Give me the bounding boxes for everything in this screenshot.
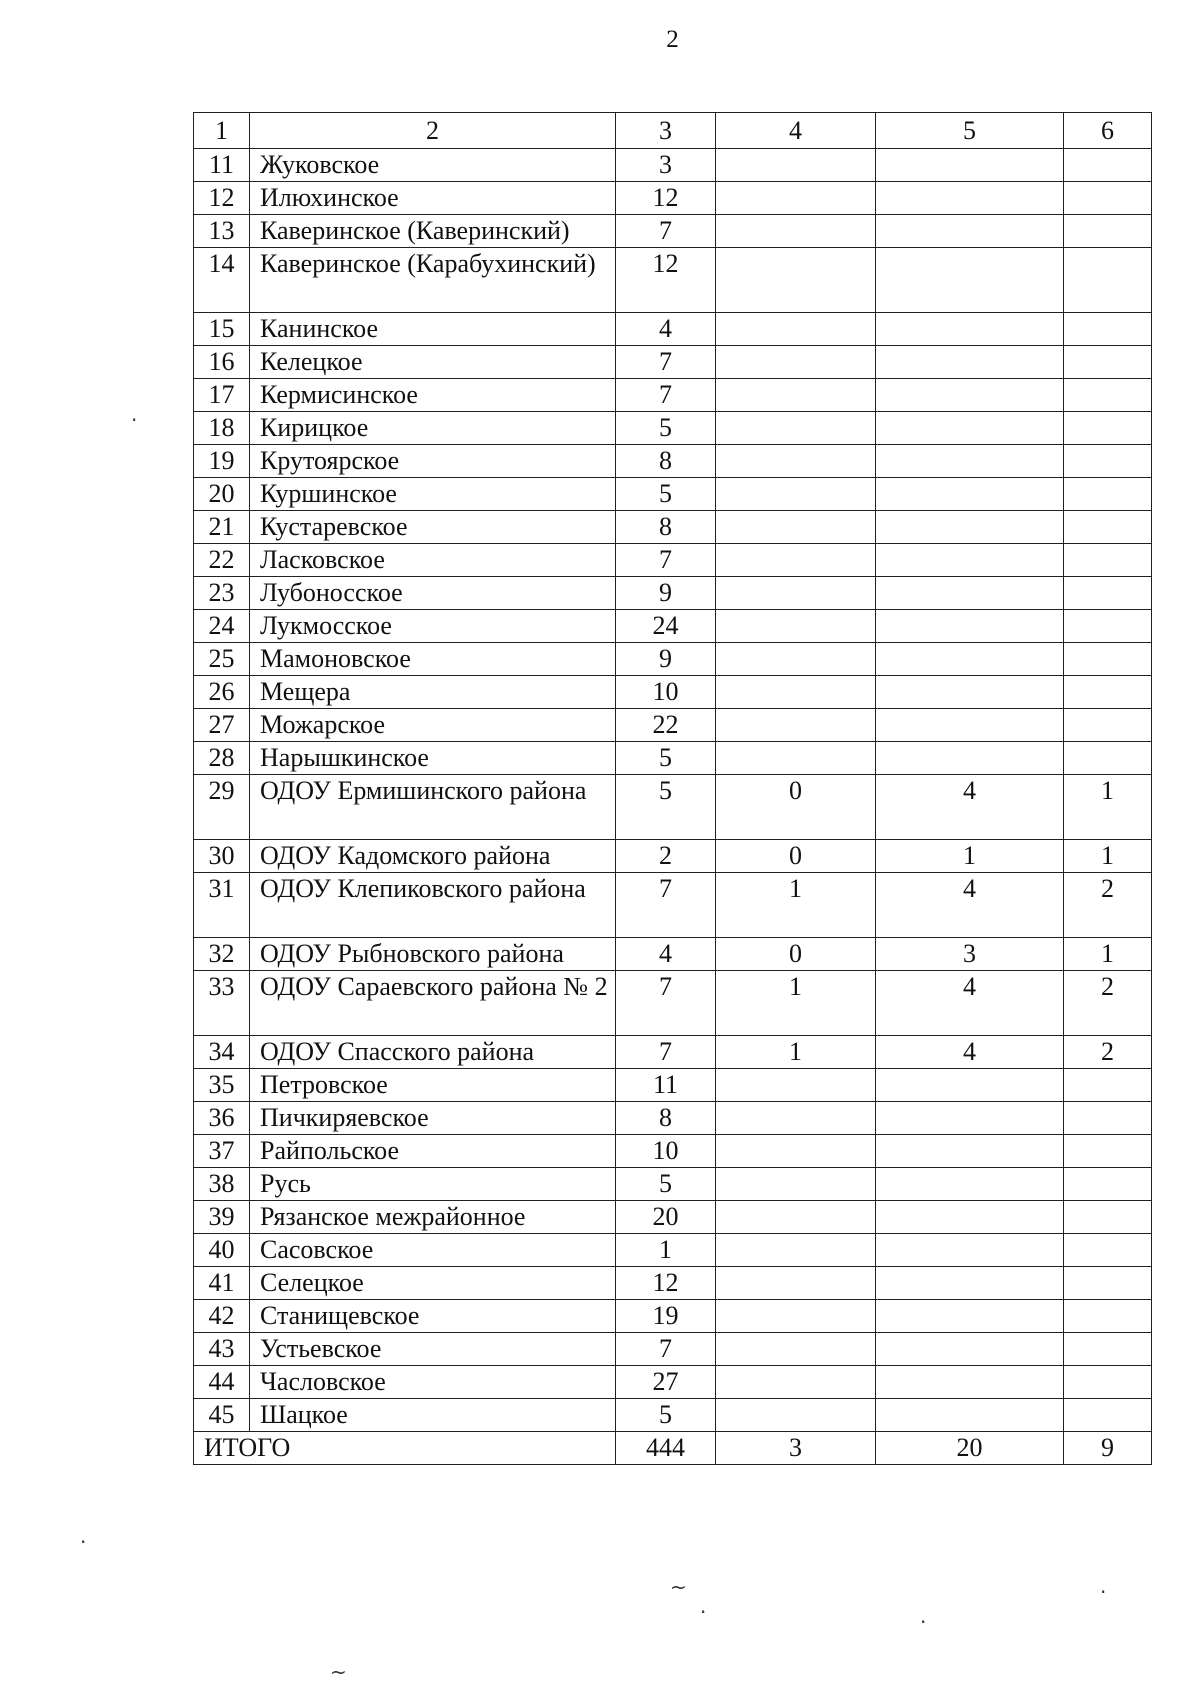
- col3-cell: 5: [616, 742, 716, 775]
- col3-cell: 7: [616, 215, 716, 248]
- col5-cell: [876, 1234, 1064, 1267]
- col3-cell: 7: [616, 1036, 716, 1069]
- row-name-cell: Лубоносское: [250, 577, 616, 610]
- row-name-cell: Келецкое: [250, 346, 616, 379]
- col6-cell: [1064, 346, 1152, 379]
- row-number-cell: 40: [194, 1234, 250, 1267]
- col4-cell: [716, 577, 876, 610]
- row-number-cell: 27: [194, 709, 250, 742]
- col6-cell: [1064, 1069, 1152, 1102]
- col6-cell: [1064, 182, 1152, 215]
- row-name-cell: Куршинское: [250, 478, 616, 511]
- col3-cell: 19: [616, 1300, 716, 1333]
- col5-cell: [876, 577, 1064, 610]
- row-name-cell: Можарское: [250, 709, 616, 742]
- col6-cell: [1064, 577, 1152, 610]
- col3-cell: 7: [616, 544, 716, 577]
- col4-cell: 1: [716, 971, 876, 1036]
- row-number-cell: 42: [194, 1300, 250, 1333]
- column-header: 2: [250, 113, 616, 149]
- col5-cell: [876, 1168, 1064, 1201]
- table-row: [194, 478, 1152, 511]
- table-row: [194, 610, 1152, 643]
- col6-cell: [1064, 1399, 1152, 1432]
- col3-cell: 5: [616, 478, 716, 511]
- col6-cell: [1064, 149, 1152, 182]
- col4-cell: [716, 149, 876, 182]
- col6-cell: 2: [1064, 873, 1152, 938]
- col5-cell: [876, 1300, 1064, 1333]
- row-number-cell: 32: [194, 938, 250, 971]
- col3-cell: 5: [616, 412, 716, 445]
- table-body: [194, 113, 1152, 1465]
- row-number-cell: 20: [194, 478, 250, 511]
- table-row: [194, 1300, 1152, 1333]
- col5-cell: [876, 478, 1064, 511]
- col3-cell: 4: [616, 313, 716, 346]
- row-name-cell: ОДОУ Сараевского района № 2: [250, 971, 616, 1036]
- table-row: [194, 840, 1152, 873]
- total-label-cell: ИТОГО: [194, 1432, 616, 1465]
- row-number-cell: 12: [194, 182, 250, 215]
- col5-cell: [876, 742, 1064, 775]
- col6-cell: 2: [1064, 971, 1152, 1036]
- col5-cell: [876, 379, 1064, 412]
- header-row: [194, 113, 1152, 149]
- col3-cell: 5: [616, 775, 716, 840]
- row-name-cell: Пичкиряевское: [250, 1102, 616, 1135]
- scan-speck: ~: [670, 1575, 687, 1599]
- col3-cell: 20: [616, 1201, 716, 1234]
- row-name-cell: Кустаревское: [250, 511, 616, 544]
- col3-cell: 10: [616, 676, 716, 709]
- col6-cell: [1064, 1168, 1152, 1201]
- table-row: [194, 1135, 1152, 1168]
- row-number-cell: 18: [194, 412, 250, 445]
- col5-cell: [876, 1399, 1064, 1432]
- col6-cell: [1064, 1135, 1152, 1168]
- col4-cell: [716, 379, 876, 412]
- col5-cell: [876, 1366, 1064, 1399]
- col5-cell: [876, 1102, 1064, 1135]
- col4-cell: 1: [716, 873, 876, 938]
- row-name-cell: Петровское: [250, 1069, 616, 1102]
- row-name-cell: Нарышкинское: [250, 742, 616, 775]
- col4-cell: [716, 1267, 876, 1300]
- col6-cell: [1064, 742, 1152, 775]
- column-header: 1: [194, 113, 250, 149]
- col5-cell: [876, 346, 1064, 379]
- col6-cell: [1064, 1102, 1152, 1135]
- row-name-cell: Рязанское межрайонное: [250, 1201, 616, 1234]
- table-row: [194, 775, 1152, 840]
- table-row: [194, 1399, 1152, 1432]
- col5-cell: [876, 1201, 1064, 1234]
- col6-cell: [1064, 1201, 1152, 1234]
- col6-cell: [1064, 1300, 1152, 1333]
- col6-cell: [1064, 709, 1152, 742]
- col4-cell: [716, 1168, 876, 1201]
- total-col3-cell: 444: [616, 1432, 716, 1465]
- col5-cell: [876, 1267, 1064, 1300]
- column-header: 6: [1064, 113, 1152, 149]
- table-row: [194, 544, 1152, 577]
- table-row: [194, 1036, 1152, 1069]
- row-number-cell: 16: [194, 346, 250, 379]
- row-number-cell: 36: [194, 1102, 250, 1135]
- row-name-cell: Сасовское: [250, 1234, 616, 1267]
- row-name-cell: Часловское: [250, 1366, 616, 1399]
- col4-cell: [716, 346, 876, 379]
- col3-cell: 7: [616, 346, 716, 379]
- column-header: 4: [716, 113, 876, 149]
- col6-cell: [1064, 478, 1152, 511]
- col4-cell: [716, 412, 876, 445]
- col6-cell: [1064, 1333, 1152, 1366]
- row-number-cell: 13: [194, 215, 250, 248]
- row-name-cell: Крутоярское: [250, 445, 616, 478]
- col5-cell: [876, 610, 1064, 643]
- col4-cell: [716, 1333, 876, 1366]
- table-row: [194, 149, 1152, 182]
- col6-cell: [1064, 643, 1152, 676]
- col5-cell: [876, 709, 1064, 742]
- col4-cell: [716, 643, 876, 676]
- table-row: [194, 379, 1152, 412]
- col4-cell: [716, 1102, 876, 1135]
- column-header: 3: [616, 113, 716, 149]
- row-number-cell: 39: [194, 1201, 250, 1234]
- col3-cell: 27: [616, 1366, 716, 1399]
- col3-cell: 7: [616, 1333, 716, 1366]
- col5-cell: 4: [876, 971, 1064, 1036]
- col4-cell: 0: [716, 840, 876, 873]
- col4-cell: [716, 511, 876, 544]
- total-row: [194, 1432, 1152, 1465]
- table-row: [194, 742, 1152, 775]
- table-row: [194, 676, 1152, 709]
- col5-cell: [876, 676, 1064, 709]
- row-name-cell: Канинское: [250, 313, 616, 346]
- col5-cell: [876, 182, 1064, 215]
- row-number-cell: 22: [194, 544, 250, 577]
- col4-cell: [716, 478, 876, 511]
- table-row: [194, 1333, 1152, 1366]
- row-number-cell: 21: [194, 511, 250, 544]
- total-col6-cell: 9: [1064, 1432, 1152, 1465]
- table-row: [194, 346, 1152, 379]
- table-row: [194, 1267, 1152, 1300]
- col3-cell: 10: [616, 1135, 716, 1168]
- summary-table: [193, 112, 1152, 1465]
- col5-cell: [876, 313, 1064, 346]
- page-number: 2: [666, 26, 679, 53]
- row-number-cell: 34: [194, 1036, 250, 1069]
- row-name-cell: Мещера: [250, 676, 616, 709]
- row-number-cell: 33: [194, 971, 250, 1036]
- row-name-cell: ОДОУ Кадомского района: [250, 840, 616, 873]
- col3-cell: 22: [616, 709, 716, 742]
- row-number-cell: 11: [194, 149, 250, 182]
- column-header: 5: [876, 113, 1064, 149]
- table-row: [194, 971, 1152, 1036]
- col6-cell: 1: [1064, 840, 1152, 873]
- row-number-cell: 31: [194, 873, 250, 938]
- row-name-cell: Ласковское: [250, 544, 616, 577]
- col6-cell: 1: [1064, 938, 1152, 971]
- col3-cell: 12: [616, 1267, 716, 1300]
- col5-cell: [876, 1135, 1064, 1168]
- row-name-cell: ОДОУ Рыбновского района: [250, 938, 616, 971]
- col4-cell: 0: [716, 775, 876, 840]
- table-row: [194, 511, 1152, 544]
- total-col4-cell: 3: [716, 1432, 876, 1465]
- row-number-cell: 41: [194, 1267, 250, 1300]
- scan-speck: ·: [700, 1600, 707, 1624]
- col4-cell: [716, 248, 876, 313]
- row-name-cell: Русь: [250, 1168, 616, 1201]
- row-name-cell: Кирицкое: [250, 412, 616, 445]
- row-number-cell: 37: [194, 1135, 250, 1168]
- col5-cell: 4: [876, 775, 1064, 840]
- col6-cell: 2: [1064, 1036, 1152, 1069]
- row-name-cell: ОДОУ Спасского района: [250, 1036, 616, 1069]
- table-row: [194, 709, 1152, 742]
- col6-cell: [1064, 1267, 1152, 1300]
- row-number-cell: 25: [194, 643, 250, 676]
- table-row: [194, 445, 1152, 478]
- col5-cell: [876, 215, 1064, 248]
- col3-cell: 4: [616, 938, 716, 971]
- row-number-cell: 28: [194, 742, 250, 775]
- row-number-cell: 14: [194, 248, 250, 313]
- total-col5-cell: 20: [876, 1432, 1064, 1465]
- col4-cell: [716, 215, 876, 248]
- col3-cell: 7: [616, 379, 716, 412]
- row-name-cell: Мамоновское: [250, 643, 616, 676]
- col3-cell: 3: [616, 149, 716, 182]
- row-number-cell: 38: [194, 1168, 250, 1201]
- table-row: [194, 248, 1152, 313]
- row-name-cell: Станищевское: [250, 1300, 616, 1333]
- row-number-cell: 26: [194, 676, 250, 709]
- table-row: [194, 412, 1152, 445]
- row-name-cell: Жуковское: [250, 149, 616, 182]
- col6-cell: [1064, 445, 1152, 478]
- col3-cell: 12: [616, 248, 716, 313]
- row-number-cell: 43: [194, 1333, 250, 1366]
- col5-cell: 4: [876, 873, 1064, 938]
- col3-cell: 24: [616, 610, 716, 643]
- col3-cell: 8: [616, 445, 716, 478]
- col4-cell: [716, 1201, 876, 1234]
- col4-cell: [716, 1135, 876, 1168]
- col6-cell: 1: [1064, 775, 1152, 840]
- row-number-cell: 23: [194, 577, 250, 610]
- col3-cell: 7: [616, 971, 716, 1036]
- col6-cell: [1064, 511, 1152, 544]
- col4-cell: [716, 709, 876, 742]
- row-number-cell: 30: [194, 840, 250, 873]
- col3-cell: 12: [616, 182, 716, 215]
- col4-cell: [716, 1234, 876, 1267]
- col3-cell: 7: [616, 873, 716, 938]
- col3-cell: 2: [616, 840, 716, 873]
- row-name-cell: Шацкое: [250, 1399, 616, 1432]
- col5-cell: [876, 1333, 1064, 1366]
- row-name-cell: Райпольское: [250, 1135, 616, 1168]
- table-row: [194, 1201, 1152, 1234]
- col6-cell: [1064, 379, 1152, 412]
- col4-cell: 1: [716, 1036, 876, 1069]
- scan-speck: ·: [1100, 1580, 1107, 1604]
- col4-cell: 0: [716, 938, 876, 971]
- col6-cell: [1064, 610, 1152, 643]
- col4-cell: [716, 1366, 876, 1399]
- col5-cell: [876, 643, 1064, 676]
- col3-cell: 8: [616, 1102, 716, 1135]
- table-row: [194, 1102, 1152, 1135]
- col4-cell: [716, 1300, 876, 1333]
- table-row: [194, 1234, 1152, 1267]
- col4-cell: [716, 1399, 876, 1432]
- col3-cell: 9: [616, 577, 716, 610]
- table-row: [194, 643, 1152, 676]
- row-name-cell: Кермисинское: [250, 379, 616, 412]
- col3-cell: 5: [616, 1399, 716, 1432]
- row-number-cell: 44: [194, 1366, 250, 1399]
- row-name-cell: Лукмосское: [250, 610, 616, 643]
- row-number-cell: 15: [194, 313, 250, 346]
- scan-speck: ·: [920, 1610, 927, 1634]
- scan-speck: ·: [80, 1530, 87, 1554]
- col5-cell: 1: [876, 840, 1064, 873]
- col5-cell: 3: [876, 938, 1064, 971]
- col5-cell: [876, 149, 1064, 182]
- col3-cell: 9: [616, 643, 716, 676]
- table-row: [194, 1366, 1152, 1399]
- col5-cell: [876, 1069, 1064, 1102]
- col5-cell: [876, 248, 1064, 313]
- table-row: [194, 938, 1152, 971]
- col5-cell: [876, 445, 1064, 478]
- col4-cell: [716, 676, 876, 709]
- col6-cell: [1064, 215, 1152, 248]
- row-name-cell: Селецкое: [250, 1267, 616, 1300]
- col4-cell: [716, 313, 876, 346]
- row-number-cell: 19: [194, 445, 250, 478]
- col4-cell: [716, 610, 876, 643]
- row-name-cell: Каверинское (Каверинский): [250, 215, 616, 248]
- col6-cell: [1064, 676, 1152, 709]
- col4-cell: [716, 445, 876, 478]
- col6-cell: [1064, 544, 1152, 577]
- table-row: [194, 1168, 1152, 1201]
- col6-cell: [1064, 1234, 1152, 1267]
- col4-cell: [716, 742, 876, 775]
- row-number-cell: 35: [194, 1069, 250, 1102]
- col6-cell: [1064, 248, 1152, 313]
- table-row: [194, 1069, 1152, 1102]
- table-row: [194, 577, 1152, 610]
- col5-cell: [876, 412, 1064, 445]
- row-number-cell: 45: [194, 1399, 250, 1432]
- col4-cell: [716, 544, 876, 577]
- col4-cell: [716, 182, 876, 215]
- col4-cell: [716, 1069, 876, 1102]
- col6-cell: [1064, 1366, 1152, 1399]
- row-number-cell: 17: [194, 379, 250, 412]
- scan-speck: ~: [330, 1660, 347, 1684]
- col3-cell: 8: [616, 511, 716, 544]
- col3-cell: 5: [616, 1168, 716, 1201]
- row-name-cell: ОДОУ Клепиковского района: [250, 873, 616, 938]
- col6-cell: [1064, 412, 1152, 445]
- col3-cell: 1: [616, 1234, 716, 1267]
- col6-cell: [1064, 313, 1152, 346]
- row-name-cell: Илюхинское: [250, 182, 616, 215]
- row-name-cell: Каверинское (Карабухинский): [250, 248, 616, 313]
- row-number-cell: 29: [194, 775, 250, 840]
- col3-cell: 11: [616, 1069, 716, 1102]
- col5-cell: 4: [876, 1036, 1064, 1069]
- table-row: [194, 215, 1152, 248]
- col5-cell: [876, 511, 1064, 544]
- col5-cell: [876, 544, 1064, 577]
- row-name-cell: ОДОУ Ермишинского района: [250, 775, 616, 840]
- scan-speck: ·: [131, 408, 138, 432]
- row-name-cell: Устьевское: [250, 1333, 616, 1366]
- table-row: [194, 873, 1152, 938]
- table-row: [194, 313, 1152, 346]
- row-number-cell: 24: [194, 610, 250, 643]
- table-row: [194, 182, 1152, 215]
